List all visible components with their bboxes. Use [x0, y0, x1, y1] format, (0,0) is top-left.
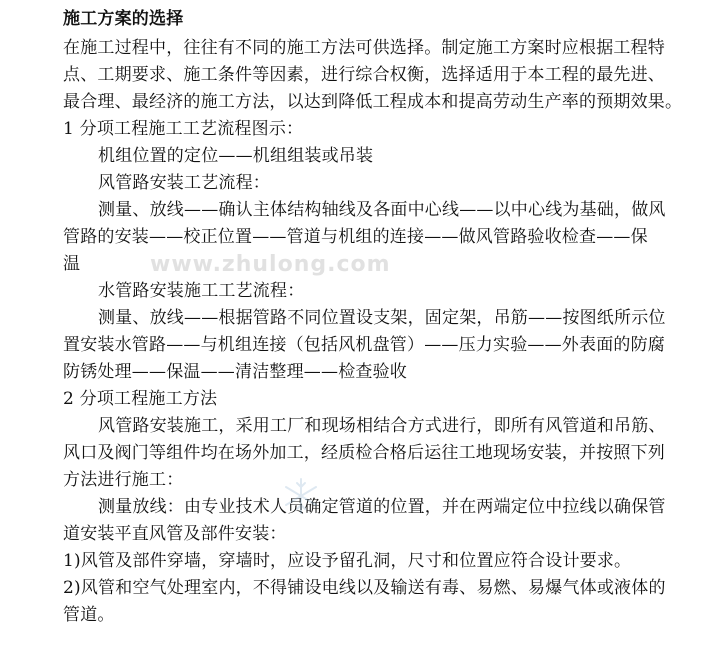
paragraph-line-2: 点、工期要求、施工条件等因素，进行综合权衡，选择适用于本工程的最先进、	[63, 65, 665, 85]
subheading-water-pipe: 水管路安装施工工艺流程：	[98, 281, 305, 301]
paragraph-line-3: 最合理、最经济的施工方法，以达到降低工程成本和提高劳动生产率的预期效果。	[63, 92, 683, 112]
water-pipe-process-line-2: 置安装水管路——与机组连接（包括风机盘管）——压力实验——外表面的防腐	[63, 335, 665, 355]
air-duct-process-line-3: 温	[63, 254, 81, 274]
water-pipe-process-line-1: 测量、放线——根据管路不同位置设支架，固定架，吊筋——按图纸所示位	[98, 308, 666, 328]
method-line-1: 风管路安装施工，采用工厂和现场相结合方式进行，即所有风管道和吊筋、	[98, 416, 666, 436]
survey-line-1: 测量放线：由专业技术人员确定管道的位置，并在两端定位中拉线以确保管	[98, 497, 666, 517]
rule-line-3: 管道。	[63, 605, 115, 625]
watermark-snowflake-icon	[281, 476, 321, 516]
method-line-3: 方法进行施工：	[63, 470, 184, 490]
water-pipe-process-line-3: 防锈处理——保温——清洁整理——检查验收	[63, 362, 407, 382]
rule-line-1: 1)风管及部件穿墙，穿墙时，应设予留孔洞，尺寸和位置应符合设计要求。	[63, 551, 632, 571]
section-heading-2: 2 分项工程施工方法	[63, 389, 218, 409]
method-line-2: 风口及阀门等组件均在场外加工，经质检合格后运往工地现场安装，并按照下列	[63, 443, 665, 463]
survey-line-2: 道安装平直风管及部件安装：	[63, 524, 287, 544]
paragraph-line-1: 在施工过程中，往往有不同的施工方法可供选择。制定施工方案时应根据工程特	[63, 38, 665, 58]
document-title: 施工方案的选择	[63, 9, 184, 29]
air-duct-process-line-1: 测量、放线——确认主体结构轴线及各面中心线——以中心线为基础，做风	[98, 200, 666, 220]
air-duct-process-line-2: 管路的安装——校正位置——管道与机组的连接——做风管路验收检查——保	[63, 227, 648, 247]
section-heading-1: 1 分项工程施工工艺流程图示：	[63, 119, 304, 139]
process-line-unit: 机组位置的定位——机组组装或吊装	[98, 146, 374, 166]
subheading-air-duct: 风管路安装工艺流程：	[98, 173, 270, 193]
rule-line-2: 2)风管和空气处理室内，不得铺设电线以及输送有毒、易燃、易爆气体或液体的	[63, 578, 666, 598]
watermark-text: www.zhulong.com	[150, 252, 391, 277]
